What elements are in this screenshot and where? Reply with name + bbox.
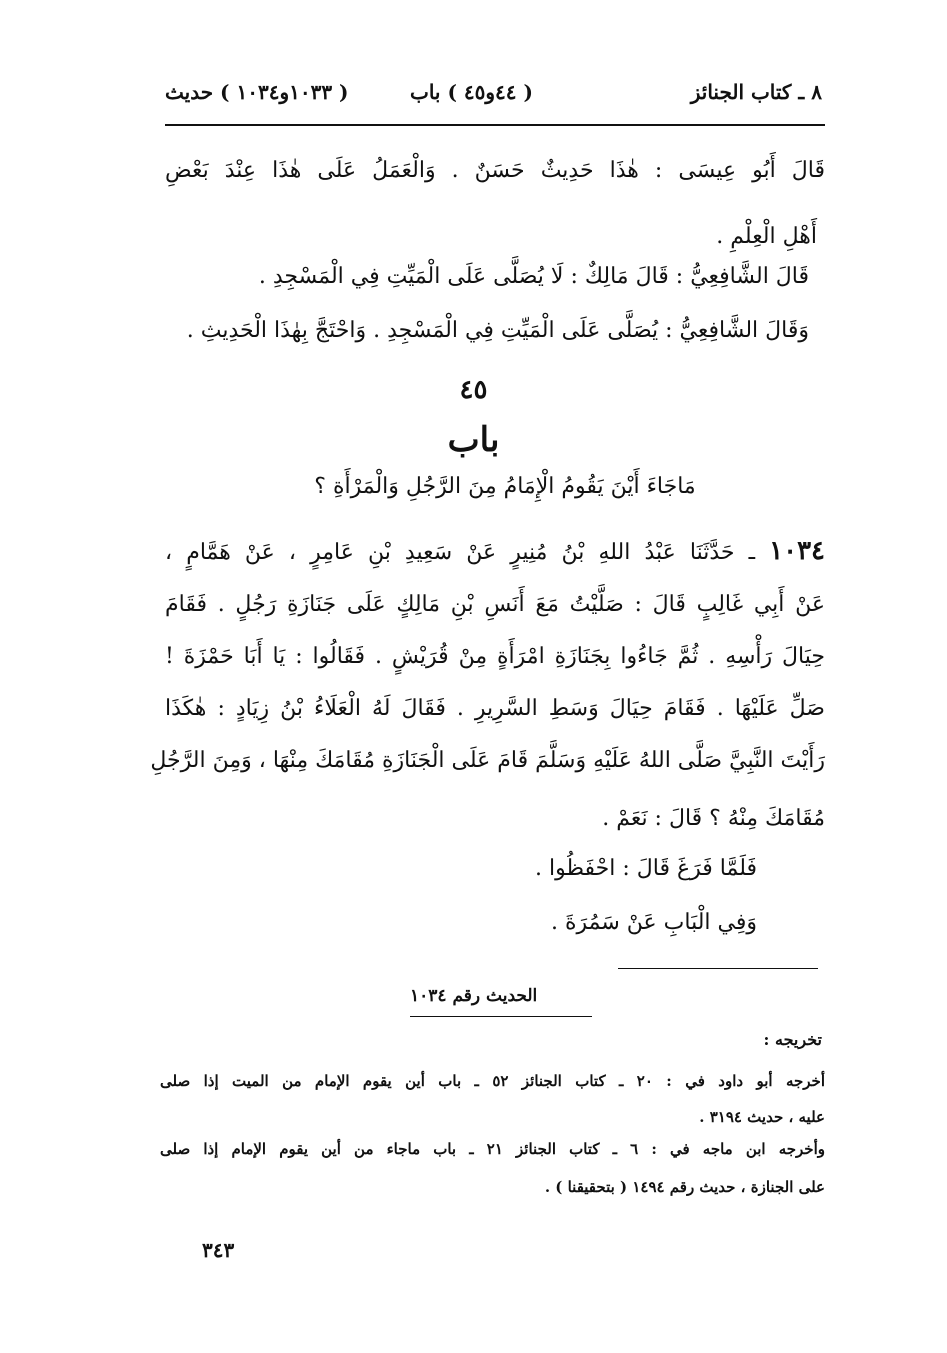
footnote-line: عليه ، حديث ٣١٩٤ . [699, 1108, 825, 1126]
header-rule [165, 124, 825, 126]
footnote-heading-underline [410, 1016, 592, 1017]
text-line: وَقَالَ الشَّافِعِيُّ : يُصَلَّى عَلَى الْمَيِّتِ فِي الْمَسْجِدِ . وَاحْتَجَّ بِهٰذَا الْحَدِيثِ . [186, 318, 809, 343]
footnote-line: أخرجه أبو داود في : ٢٠ ـ كتاب الجنائز ٥٢ ـ باب أين يقوم الإمام من الميت إذا صلى [160, 1072, 825, 1090]
text-line: قَالَ أَبُو عِيسَى : هٰذَا حَدِيثٌ حَسَنٌ . وَالْعَمَلُ عَلَى هٰذَا عِنْدَ بَعْضِ [165, 158, 825, 183]
running-header [165, 72, 822, 112]
chapter-label: باب [447, 420, 500, 460]
text-line: صَلِّ عَلَيْهَا . فَقَامَ حِيَالَ وَسَطِ السَّرِيرِ . فَقَالَ لَهُ الْعَلَاءُ بْنُ زِيَادٍ : هٰكَذَا [165, 696, 825, 721]
header-hadith-range: ( ١٠٣٣و١٠٣٤ ) حديث [165, 80, 349, 104]
hadith-number: ١٠٣٤ [769, 536, 825, 566]
footnote-line: وأخرجه ابن ماجه في : ٦ ـ كتاب الجنائز ٢١ ـ باب ماجاء من أين يقوم الإمام إذا صلى [160, 1140, 825, 1158]
text-line: فَلَمَّا فَرَغَ قَالَ : احْفَظُوا . [535, 856, 757, 881]
chapter-title: مَاجَاءَ أَيْنَ يَقُومُ الْإِمَامُ مِنَ الرَّجُلِ وَالْمَرْأَةِ ؟ [314, 474, 696, 499]
header-chapter: ٨ ـ كتاب الجنائز [690, 80, 822, 104]
hadith-line-1 [165, 538, 825, 564]
footnote-heading: الحديث رقم ١٠٣٤ [410, 986, 538, 1006]
text-line: عَنْ أَبِي غَالِبٍ قَالَ : صَلَّيْتُ مَعَ أَنَسِ بْنِ مَالِكٍ عَلَى جَنَازَةِ رَجُلٍ . فَقَامَ [165, 592, 825, 617]
text-line: أَهْلِ الْعِلْمِ . [716, 224, 817, 249]
text-line: مُقَامَكَ مِنْهُ ؟ قَالَ : نَعَمْ . [602, 806, 825, 831]
chapter-number: ٤٥ [459, 375, 488, 405]
text-line: رَأَيْتَ النَّبِيَّ صَلَّى اللهُ عَلَيْهِ وَسَلَّمَ قَامَ عَلَى الْجَنَازَةِ مُقَامَكَ مِنْهَا ، وَمِنَ الرَّجُلِ [150, 748, 825, 773]
text-line: حِيَالَ رَأْسِهِ . ثُمَّ جَاءُوا بِجَنَازَةِ امْرَأَةٍ مِنْ قُرَيْشٍ . فَقَالُوا : يَا أَبَا حَمْزَةَ ! [165, 644, 825, 669]
takhrij-label: تخريجه : [763, 1030, 822, 1049]
page-number: ٣٤٣ [202, 1238, 235, 1262]
footnote-line: على الجنازة ، حديث رقم ١٤٩٤ ( بتحقيقنا ) . [544, 1178, 825, 1196]
text-line: وَفِي الْبَابِ عَنْ سَمُرَةَ . [550, 910, 757, 935]
text-line: قَالَ الشَّافِعِيُّ : قَالَ مَالِكٌ : لَا يُصَلَّى عَلَى الْمَيِّتِ فِي الْمَسْجِدِ . [258, 264, 809, 289]
hadith-text: ـ حَدَّثَنَا عَبْدُ اللهِ بْنُ مُنِيرٍ عَنْ سَعِيدِ بْنِ عَامِرٍ ، عَنْ هَمَّامٍ ، [165, 540, 756, 565]
header-bab: ( ٤٤و٤٥ ) باب [410, 80, 533, 104]
footnote-separator [618, 968, 818, 969]
